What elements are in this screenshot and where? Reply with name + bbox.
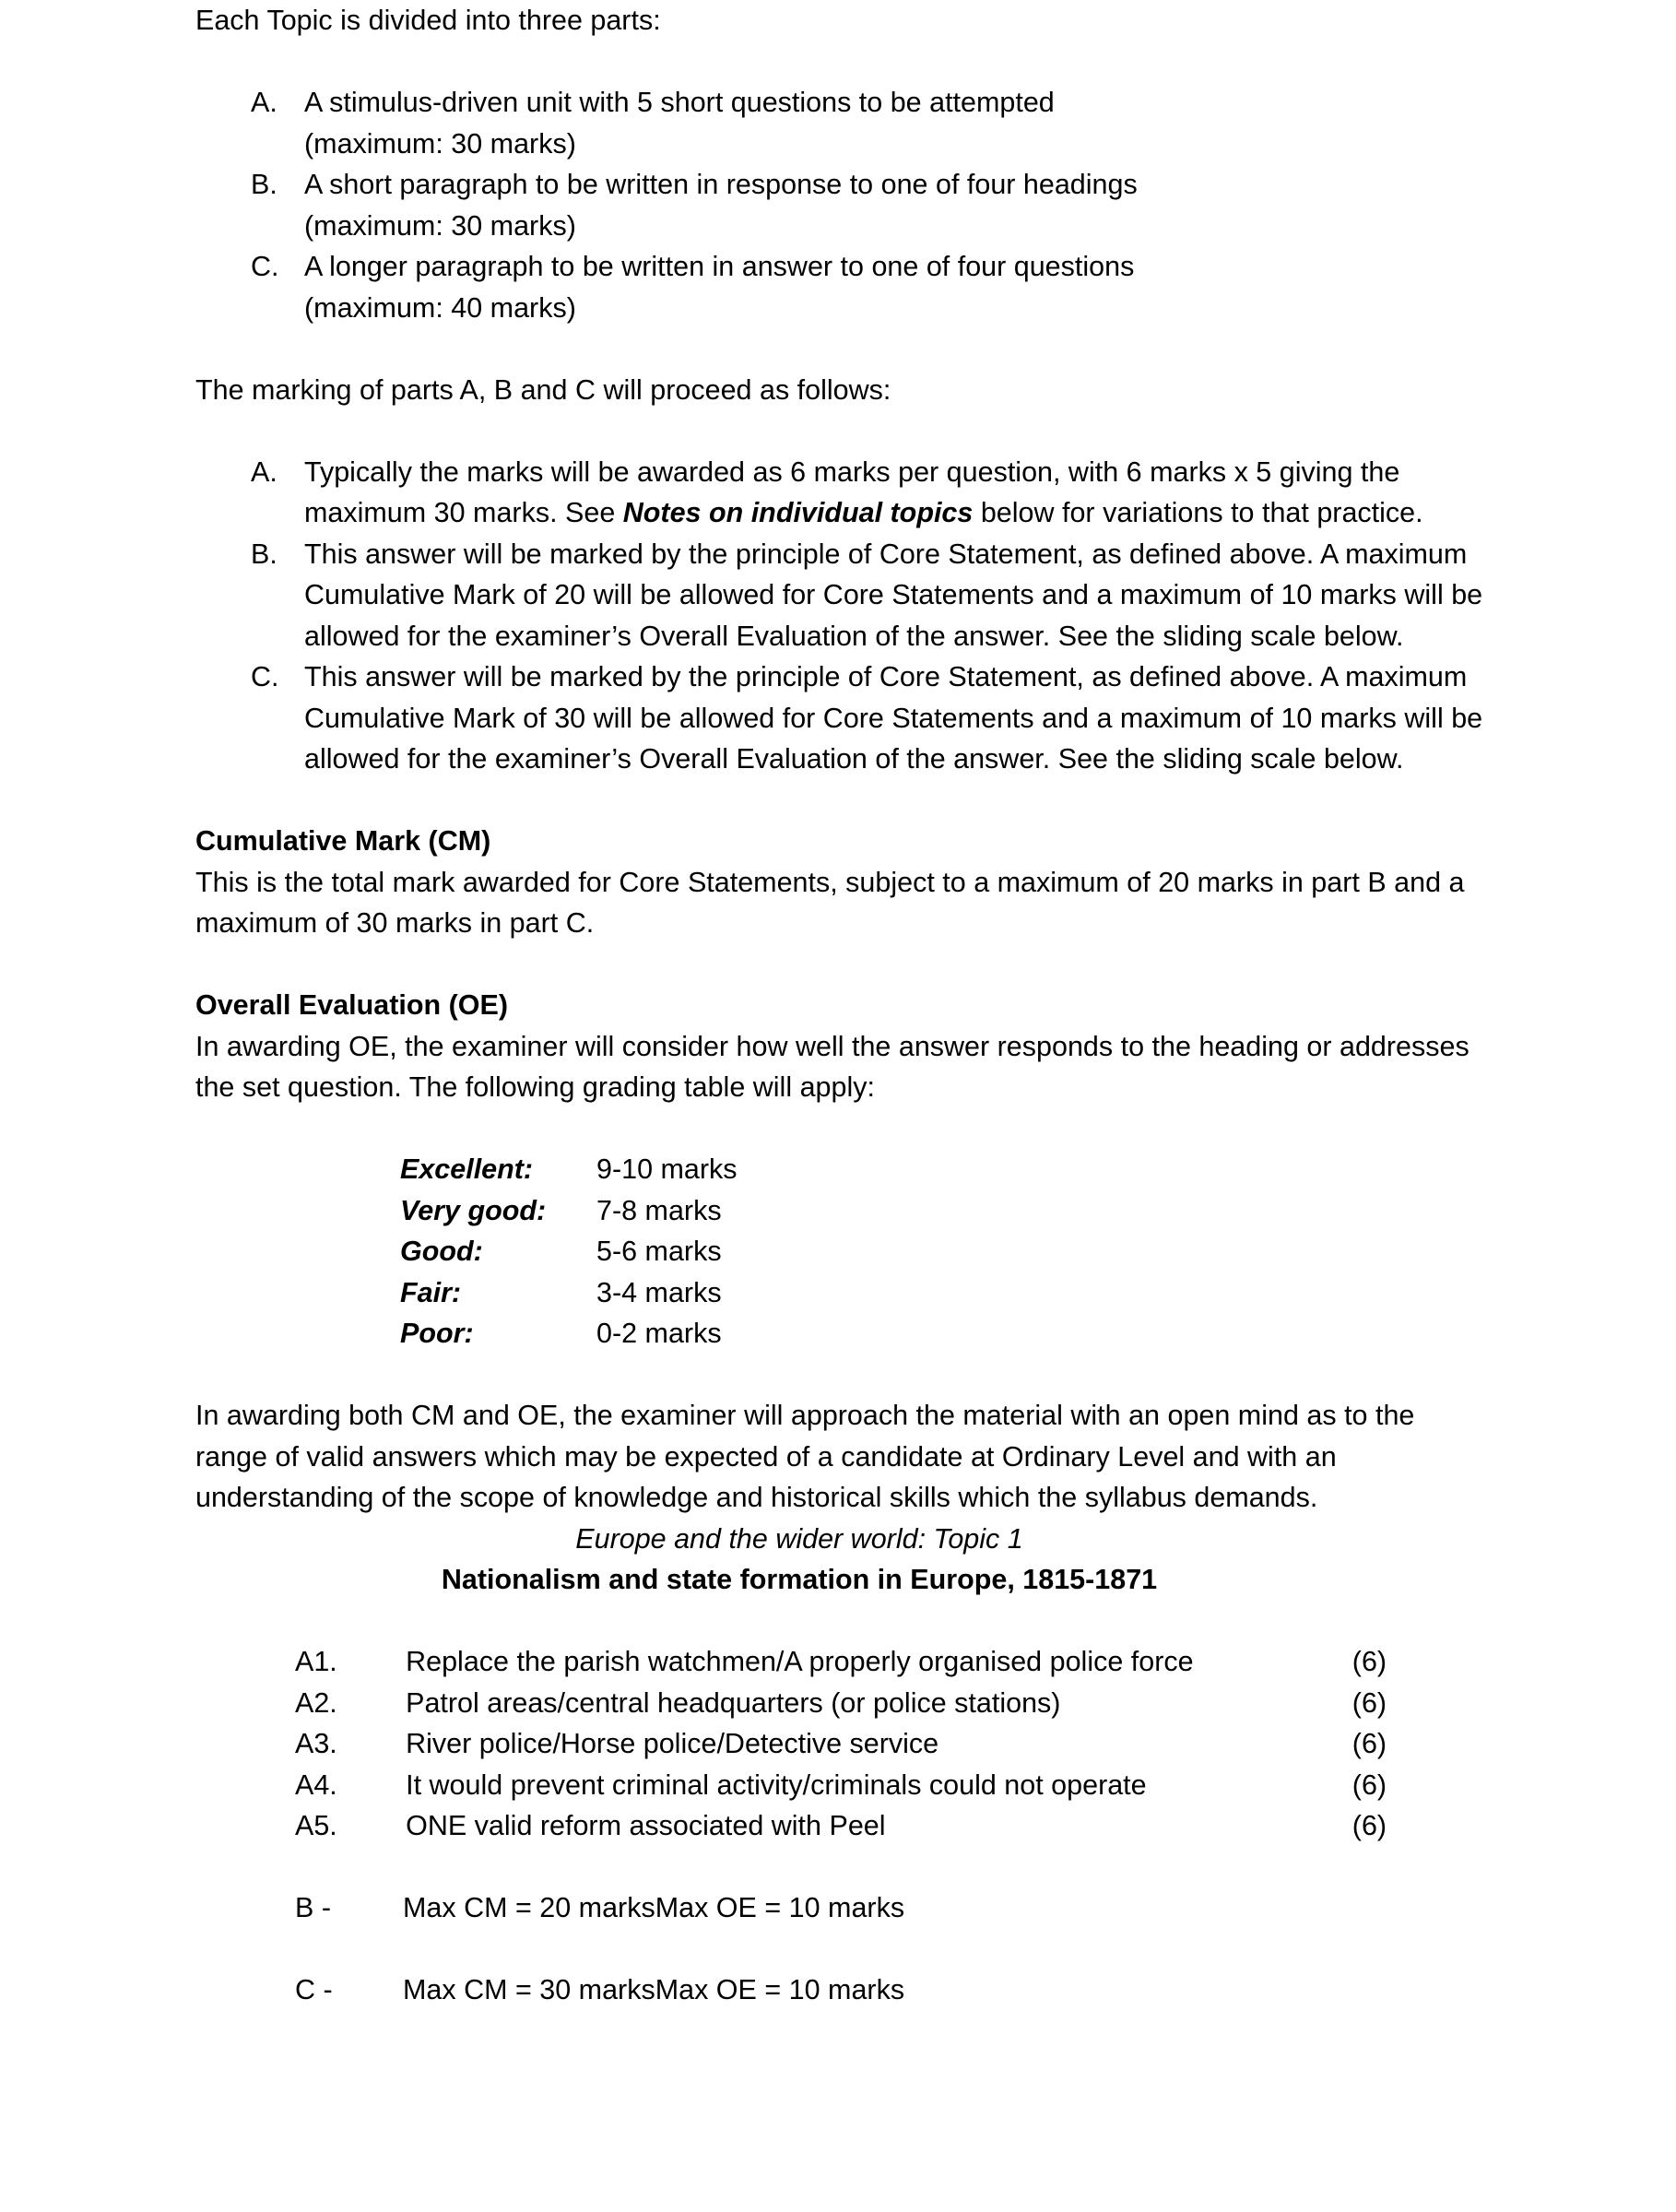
- answer-number: A3.: [295, 1728, 337, 1759]
- spacer: [195, 410, 1486, 452]
- answer-marks: (6): [1351, 1646, 1387, 1677]
- grade-value: 3-4 marks: [596, 1276, 722, 1308]
- spacer: [195, 1847, 1486, 1888]
- answer-marks: (6): [1351, 1728, 1387, 1759]
- table-row: [295, 1641, 1466, 1683]
- list-item: [195, 534, 1486, 657]
- spacer: [195, 1929, 1486, 1970]
- spacer: [195, 328, 1486, 370]
- answer-number: A1.: [295, 1646, 337, 1677]
- list-item: [195, 657, 1486, 780]
- list-item-line: (maximum: 30 marks): [304, 127, 576, 160]
- grade-label: Fair:: [400, 1276, 462, 1308]
- spacer: [195, 1108, 1486, 1150]
- list-marker: C.: [251, 661, 279, 692]
- marking-text-after: below for variations to that practice.: [973, 497, 1423, 528]
- answer-text: Patrol areas/central headquarters (or police stations): [406, 1686, 1061, 1719]
- list-marker: C.: [251, 251, 279, 282]
- list-item-line: A longer paragraph to be written in answer to one of four questions: [304, 251, 1135, 282]
- list-item-line: (maximum: 40 marks): [304, 291, 576, 324]
- answer-number: A5.: [295, 1810, 337, 1841]
- list-item-body: [304, 452, 1486, 534]
- parts-list: [195, 82, 1486, 328]
- spacer: [195, 1354, 1486, 1396]
- grade-label: Very good:: [400, 1194, 547, 1226]
- list-item-line: A short paragraph to be written in response to one of four headings: [304, 169, 1138, 200]
- marking-intro: The marking of parts A, B and C will proceed as follows:: [195, 373, 891, 406]
- max-marks-b: [295, 1887, 904, 1929]
- marking-text-before: This answer will be marked by the principle of Core Statement, as defined above. A maximum Cumulative Mark of 30 will be allowed for Core Statements and a maximum of 10 marks will be allowed for the examiner’s Overall Evaluation of the answer. See the sliding scale below.: [304, 661, 1483, 775]
- part-letter: B -: [295, 1892, 331, 1923]
- grade-value: 7-8 marks: [596, 1194, 722, 1226]
- list-item: [195, 164, 1486, 246]
- answer-number: A4.: [295, 1768, 337, 1801]
- marking-text-before: This answer will be marked by the principle of Core Statement, as defined above. A maximum Cumulative Mark of 20 will be allowed for Core Statements and a maximum of 10 marks will be allowed for the examiner’s Overall Evaluation of the answer. See the sliding scale below.: [304, 538, 1483, 652]
- list-item-body: [304, 82, 1486, 164]
- cumulative-mark-heading: Cumulative Mark (CM): [195, 825, 491, 857]
- table-row: [295, 1723, 1466, 1765]
- grade-value: 5-6 marks: [596, 1236, 722, 1267]
- marking-emphasis: Notes on individual topics: [622, 497, 974, 528]
- list-item-body: [304, 657, 1486, 780]
- cumulative-mark-body: This is the total mark awarded for Core Statements, subject to a maximum of 20 marks in part B and a maximum of 30 marks in part C.: [195, 866, 1465, 939]
- max-oe: Max OE = 10 marks: [655, 1892, 905, 1923]
- answer-text: It would prevent criminal activity/criminals could not operate: [406, 1768, 1147, 1801]
- table-row: [295, 1970, 904, 2011]
- overall-evaluation-heading: Overall Evaluation (OE): [195, 989, 508, 1021]
- table-row: [295, 1765, 1466, 1806]
- answer-points-table: [295, 1641, 1466, 1847]
- list-item: [195, 452, 1486, 534]
- spacer: [195, 944, 1486, 986]
- grade-label: Good:: [400, 1236, 483, 1267]
- table-row: [400, 1149, 738, 1190]
- list-item: [195, 82, 1486, 164]
- spacer: [195, 1601, 1486, 1642]
- table-row: [295, 1805, 1466, 1847]
- answer-text: Replace the parish watchmen/A properly organised police force: [406, 1646, 1194, 1677]
- grade-label: Poor:: [400, 1318, 474, 1349]
- table-row: [400, 1272, 738, 1314]
- answer-marks: (6): [1351, 1768, 1387, 1801]
- max-cm: Max CM = 20 marks: [403, 1892, 655, 1923]
- intro-line: Each Topic is divided into three parts:: [195, 5, 661, 36]
- list-item: [195, 246, 1486, 328]
- answer-number: A2.: [295, 1686, 337, 1719]
- max-cm: Max CM = 30 marks: [403, 1974, 655, 2005]
- document-content: [195, 0, 1486, 2011]
- grade-value: 0-2 marks: [596, 1318, 722, 1349]
- answer-text: ONE valid reform associated with Peel: [406, 1810, 886, 1841]
- max-oe: Max OE = 10 marks: [655, 1974, 905, 2005]
- list-item-line: A stimulus-driven unit with 5 short questions to be attempted: [304, 87, 1055, 118]
- list-item-body: [304, 246, 1486, 328]
- list-marker: B.: [251, 169, 277, 200]
- table-row: [295, 1887, 904, 1929]
- answer-marks: (6): [1351, 1686, 1387, 1719]
- topic-title: Nationalism and state formation in Europe, 1815-1871: [441, 1564, 1158, 1595]
- table-row: [400, 1231, 738, 1272]
- marking-list: [195, 452, 1486, 780]
- list-item-body: [304, 534, 1486, 657]
- table-row: [400, 1313, 738, 1354]
- list-item-body: [304, 164, 1486, 246]
- grade-value: 9-10 marks: [596, 1153, 738, 1185]
- closing-paragraph: In awarding both CM and OE, the examiner will approach the material with an open mind as to the range of valid answers which may be expected of a candidate at Ordinary Level and with an understanding of the scope of knowledge and historical skills which the syllabus demands.: [195, 1400, 1415, 1513]
- list-marker: B.: [251, 538, 277, 570]
- answer-marks: (6): [1351, 1810, 1387, 1841]
- grading-table: [400, 1149, 738, 1354]
- marking-text-before: Typically the marks will be awarded as 6 marks per question, with 6 marks x 5 giving the maximum 30 marks. See: [304, 455, 1400, 528]
- list-item-line: (maximum: 30 marks): [304, 209, 576, 242]
- list-marker: A.: [251, 455, 277, 488]
- spacer: [195, 780, 1486, 822]
- part-letter: C -: [295, 1974, 333, 2005]
- table-row: [400, 1190, 738, 1232]
- topic-subheading: Europe and the wider world: Topic 1: [575, 1522, 1023, 1555]
- spacer: [195, 41, 1486, 83]
- grade-label: Excellent:: [400, 1153, 534, 1185]
- answer-text: River police/Horse police/Detective service: [406, 1728, 939, 1759]
- overall-evaluation-body: In awarding OE, the examiner will consider how well the answer responds to the heading or addresses the set question. The following grading table will apply:: [195, 1030, 1469, 1103]
- table-row: [295, 1683, 1466, 1724]
- max-marks-c: [295, 1970, 904, 2011]
- list-marker: A.: [251, 87, 277, 118]
